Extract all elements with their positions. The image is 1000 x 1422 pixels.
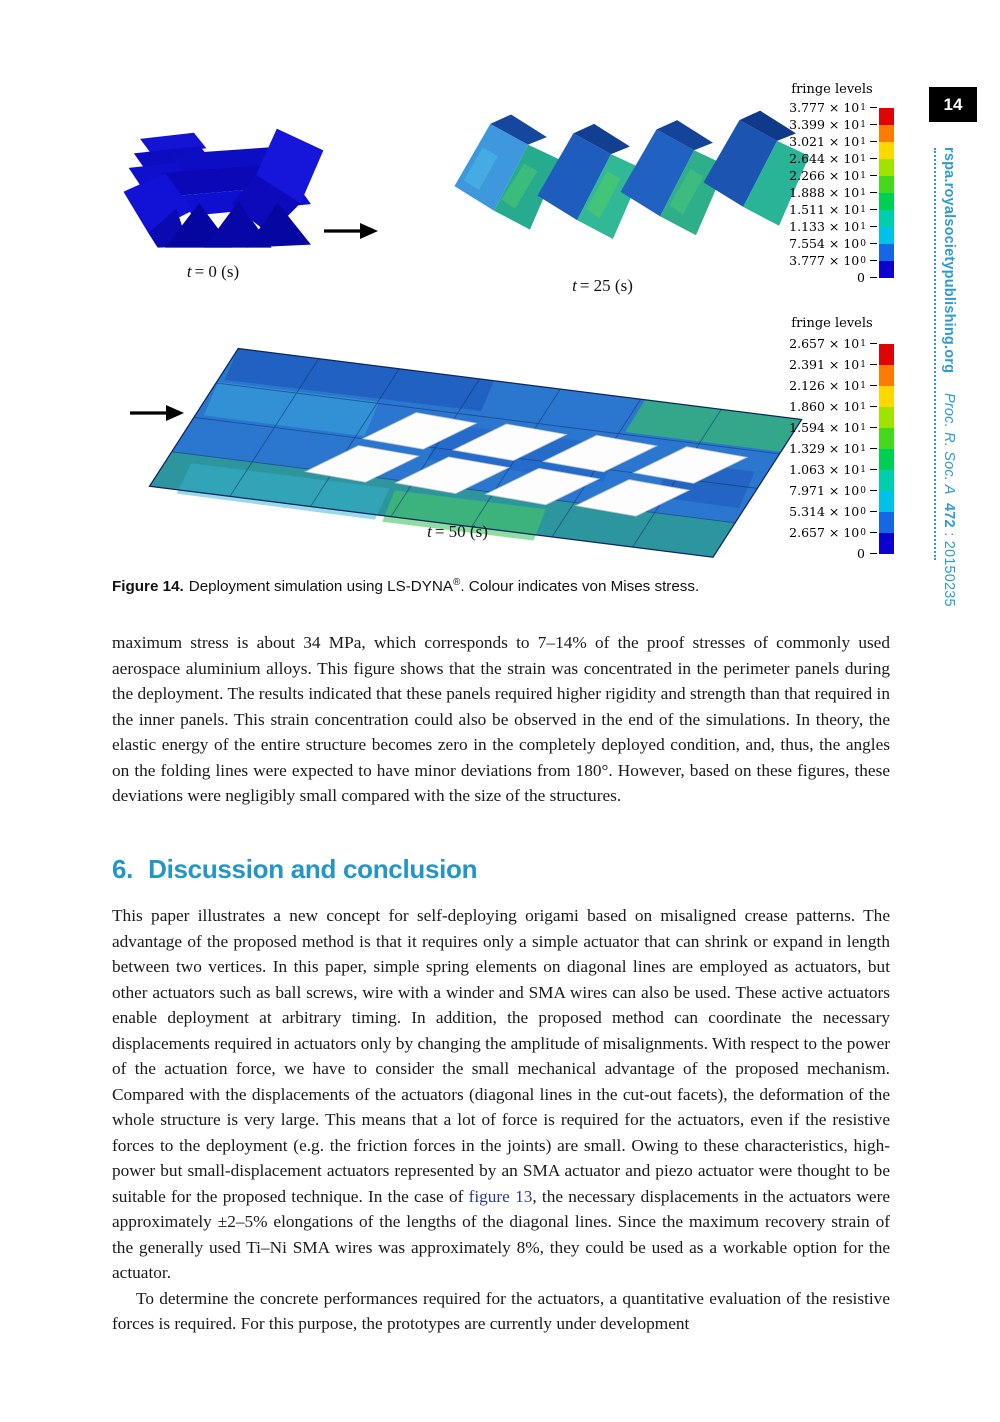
- journal-volume: 472: [941, 503, 957, 529]
- legend-levels: [764, 99, 877, 286]
- journal-sidebar: [941, 147, 957, 607]
- tick-mark: [870, 158, 877, 159]
- legend-levels: [764, 333, 877, 564]
- tick-mark: [870, 124, 877, 125]
- legend-level: 1.329 × 10 1: [764, 438, 877, 459]
- sidebar-dotted-line: [934, 148, 936, 560]
- tick-mark: [870, 260, 877, 261]
- tick-mark: [870, 343, 877, 344]
- figure-caption: Figure 14. Deployment simulation using LS-DYNA®. Colour indicates von Mises stress.: [112, 577, 700, 596]
- legend-level: 3.777 × 10 0: [764, 252, 877, 269]
- tick-mark: [870, 226, 877, 227]
- tick-mark: [870, 385, 877, 386]
- panel-label-t50: t = 50 (s): [427, 522, 488, 541]
- tick-mark: [870, 511, 877, 512]
- section-number: 6.: [112, 854, 134, 884]
- body-paragraph-3: To determine the concrete performances required for the actuators, a quantitative evaluation of the resistive forces is required. For this purpose, the prototypes are currently under development: [112, 1288, 890, 1333]
- panel-label-t0: t = 0 (s): [186, 262, 240, 281]
- tick-mark: [870, 406, 877, 407]
- figure-13-link[interactable]: figure 13: [468, 1186, 533, 1206]
- tick-mark: [870, 490, 877, 491]
- page-number-badge: [929, 87, 977, 122]
- legend-level: 5.314 × 10 0: [764, 501, 877, 522]
- right-arrow-icon: [322, 218, 380, 244]
- panel-label-t25: t = 25 (s): [572, 276, 633, 295]
- legend-title: fringe levels: [791, 316, 873, 331]
- fringe-legend-2: [764, 316, 894, 564]
- origami-structure-t0: [110, 112, 340, 257]
- legend-level: 7.971 × 10 0: [764, 480, 877, 501]
- legend-level: 1.063 × 10 1: [764, 459, 877, 480]
- tick-mark: [870, 364, 877, 365]
- colorbar: [879, 108, 894, 278]
- legend-level: 1.594 × 10 1: [764, 417, 877, 438]
- body-paragraph-2: This paper illustrates a new concept for self-deploying origami based on misaligned crease patterns. The advantage of the proposed method is that it requires only a simple actuator that can shrink or expand in length between two vertices. In this paper, simple spring elements on diagonal lines are employed as actuators, but other actuators such as ball screws, wire with a winder and SMA wires can also be used. These active actuators enable deployment at arbitrary timing. In addition, the proposed method can coordinate the necessary displacements required in actuators only by changing the amplitude of misalignments. With respect to the power of the actuation force, we have to consider the small mechanical advantage of the proposed mechanism. Compared with the displacements of the actuators (diagonal lines in the cut-out facets), the deformation of the whole structure is very large. This means that a lot of force is required for the actuators, even if the resistive forces to the deployment (e.g. the friction forces in the joints) are small. Owing to these characteristics, high-power but small-displacement actuators represented by an SMA actuator and piezo actuator were thought to be suitable for the proposed technique. In the case of figure 13, the necessary displacements in the actuators were approximately ±2–5% elongations of the lengths of the diagonal lines. Since the maximum recovery strain of the generally used Ti–Ni SMA wires was approximately 8%, they could be used as a workable option for the actuator.: [112, 906, 890, 1282]
- tick-mark: [870, 532, 877, 533]
- legend-level: 1.888 × 10 1: [764, 184, 877, 201]
- registered-mark: ®: [452, 577, 461, 588]
- tick-mark: [870, 243, 877, 244]
- journal-site: rspa.royalsocietypublishing.org: [941, 147, 957, 374]
- legend-level: 0: [764, 269, 877, 286]
- legend-level: 2.644 × 10 1: [764, 150, 877, 167]
- colorbar: [879, 344, 894, 554]
- article-id: : 20150235: [941, 532, 957, 607]
- legend-level: 1.511 × 10 1: [764, 201, 877, 218]
- legend-level: 2.266 × 10 1: [764, 167, 877, 184]
- tick-mark: [870, 141, 877, 142]
- tick-mark: [870, 448, 877, 449]
- legend-level: 3.021 × 10 1: [764, 133, 877, 150]
- legend-level: 7.554 × 10 0: [764, 235, 877, 252]
- tick-mark: [870, 469, 877, 470]
- legend-level: 2.126 × 10 1: [764, 375, 877, 396]
- figure-caption-label: Figure 14.: [112, 578, 184, 596]
- tick-mark: [870, 175, 877, 176]
- legend-level: 1.860 × 10 1: [764, 396, 877, 417]
- tick-mark: [870, 277, 877, 278]
- legend-level: 2.657 × 10 0: [764, 522, 877, 543]
- section-title: Discussion and conclusion: [148, 854, 478, 884]
- tick-mark: [870, 553, 877, 554]
- tick-mark: [870, 427, 877, 428]
- legend-title: fringe levels: [791, 82, 873, 97]
- journal-name: Proc. R. Soc. A: [941, 393, 957, 495]
- page-number: 14: [943, 94, 963, 114]
- legend-level: 3.399 × 10 1: [764, 116, 877, 133]
- tick-mark: [870, 107, 877, 108]
- legend-level: 2.391 × 10 1: [764, 354, 877, 375]
- legend-level: 1.133 × 10 1: [764, 218, 877, 235]
- section-heading: [112, 854, 890, 885]
- body-paragraph-1: maximum stress is about 34 MPa, which corresponds to 7–14% of the proof stresses of commonly used aerospace aluminium alloys. This figure shows that the strain was concentrated in the perimeter panels during the deployment. The results indicated that these panels required higher rigidity and strength than that required in the inner panels. This strain concentration could also be observed in the end of the simulations. In theory, the elastic energy of the entire structure becomes zero in the completely deployed condition, and, thus, the angles on the folding lines were expected to have minor deviations from 180°. However, based on these figures, these deviations were negligibly small compared with the size of the structures.: [112, 633, 890, 805]
- tick-mark: [870, 209, 877, 210]
- legend-level: 2.657 × 10 1: [764, 333, 877, 354]
- legend-level: 3.777 × 10 1: [764, 99, 877, 116]
- right-arrow-icon: [128, 400, 186, 426]
- tick-mark: [870, 192, 877, 193]
- legend-level: 0: [764, 543, 877, 564]
- fringe-legend-1: [764, 82, 894, 286]
- origami-structure-t25: [445, 88, 813, 273]
- body-text: [112, 903, 890, 1337]
